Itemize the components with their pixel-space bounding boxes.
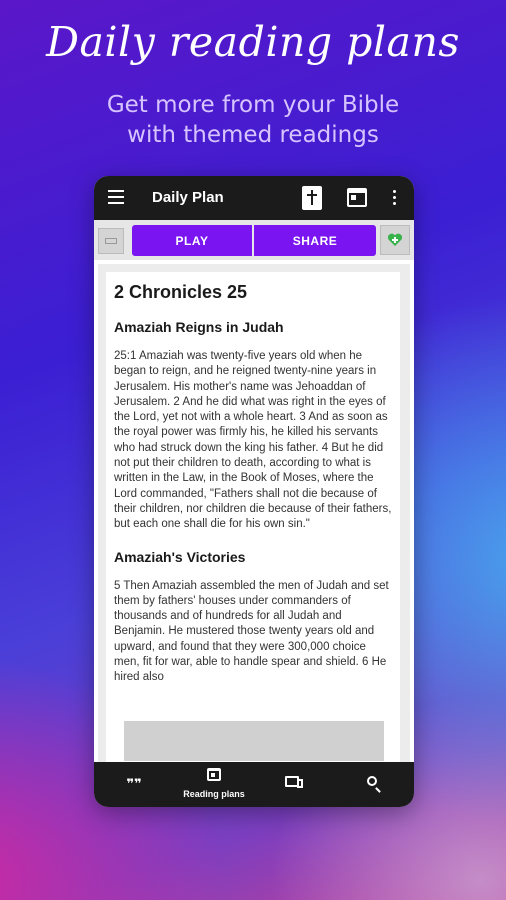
chapter-title: 2 Chronicles 25 bbox=[114, 282, 248, 302]
phone-frame bbox=[94, 176, 414, 807]
search-icon bbox=[367, 776, 377, 786]
quote-icon: ❞❞ bbox=[126, 776, 142, 791]
page-title: Daily Plan bbox=[152, 189, 224, 206]
nav-label: Reading plans bbox=[183, 789, 245, 799]
calendar-icon[interactable] bbox=[347, 188, 367, 207]
reading-page bbox=[106, 272, 400, 764]
promo-subline-line-2: with themed readings bbox=[127, 122, 379, 148]
bible-icon[interactable] bbox=[302, 186, 322, 210]
promo-subline bbox=[0, 90, 506, 150]
nav-item-reading-plans[interactable] bbox=[174, 762, 254, 807]
text-size-icon[interactable] bbox=[98, 228, 124, 254]
devotional-icon bbox=[285, 776, 299, 787]
reading-toolbar bbox=[94, 220, 414, 260]
verse-paragraph: 5 Then Amaziah assembled the men of Judah and set them by fathers' houses under commanders of thousands and of hundreds for all Judah and Benjamin. He mustered those twenty years old and upward, and found that they were 300,000 choice men, fit for war, able to handle spear and shield. 6 He hired also bbox=[114, 579, 389, 684]
reading-content[interactable] bbox=[98, 264, 410, 764]
nav-item-search[interactable] bbox=[334, 762, 414, 807]
play-button[interactable]: PLAY bbox=[132, 225, 252, 256]
share-button[interactable]: SHARE bbox=[254, 225, 376, 256]
bottom-navigation bbox=[94, 762, 414, 807]
menu-icon[interactable] bbox=[108, 190, 124, 204]
section-heading: Amaziah Reigns in Judah bbox=[114, 319, 284, 335]
nav-item-devotional[interactable] bbox=[254, 762, 334, 807]
heart-plus-icon bbox=[387, 233, 403, 247]
more-icon[interactable] bbox=[393, 190, 397, 206]
section-heading: Amaziah's Victories bbox=[114, 548, 246, 565]
app-bar bbox=[94, 176, 414, 220]
verse-paragraph: 25:1 Amaziah was twenty-five years old when he began to reign, and he reigned twenty-nine years in Jerusalem. His mother's name was Jehoaddan of Jerusalem. 2 And he did what was right in the eyes of the Lord, yet not with a whole heart. 3 And as soon as the royal power was firmly his, he killed his servants who had struck down the king his father. 4 But he did not put their children to death, according to what is written in the Law, in the Book of Moses, where the Lord commanded, "Fathers shall not die because of their children, nor children die because of their fathers, but each one shall die for his own sin." bbox=[114, 350, 392, 531]
ad-placeholder[interactable] bbox=[124, 721, 384, 761]
calendar-icon bbox=[207, 768, 221, 781]
favorite-button[interactable] bbox=[380, 225, 410, 255]
promo-headline: Daily reading plans bbox=[46, 18, 460, 66]
nav-item-quotes[interactable] bbox=[94, 762, 174, 807]
promo-subline-line-1: Get more from your Bible bbox=[106, 92, 400, 118]
